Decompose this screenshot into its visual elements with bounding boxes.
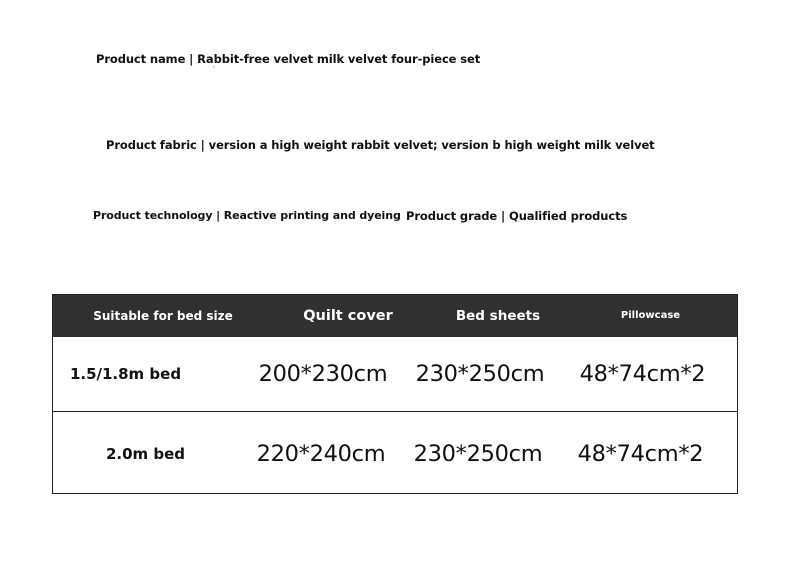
size-table — [52, 294, 738, 494]
cell-bed-sheets: 230*250cm — [415, 361, 545, 387]
product-grade-line: Product grade | Qualified products — [406, 209, 628, 223]
header-bed-sheets: Bed sheets — [455, 308, 541, 324]
cell-bed-size: 1.5/1.8m bed — [69, 365, 182, 383]
product-fabric-line: Product fabric | version a high weight rabbit velvet; version b high weight milk velvet — [106, 138, 655, 152]
product-technology-line: Product technology | Reactive printing and dyeing — [93, 209, 401, 222]
stray-mark: ˇ — [212, 66, 216, 74]
product-name-line: Product name | Rabbit-free velvet milk velvet four-piece set — [96, 52, 481, 66]
cell-pillowcase: 48*74cm*2 — [579, 361, 706, 387]
table-row — [53, 411, 737, 495]
header-quilt-cover: Quilt cover — [303, 308, 393, 324]
header-bed-size: Suitable for bed size — [93, 309, 233, 323]
cell-bed-sheets: 230*250cm — [413, 440, 543, 467]
cell-bed-size: 2.0m bed — [105, 444, 186, 463]
header-pillowcase: Pillowcase — [620, 310, 681, 321]
cell-quilt-cover: 220*240cm — [256, 440, 386, 467]
cell-pillowcase: 48*74cm*2 — [577, 440, 704, 467]
table-row — [53, 337, 737, 411]
cell-quilt-cover: 200*230cm — [258, 361, 388, 387]
table-header-row — [53, 295, 737, 337]
